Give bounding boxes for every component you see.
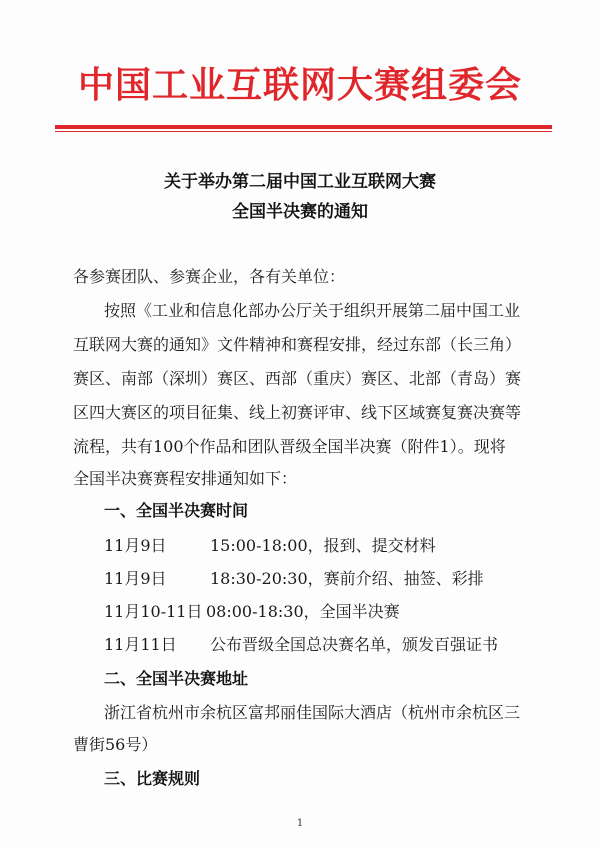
body-line: 区四大赛区的项目征集、线上初赛评审、线下区域赛复赛决赛等	[73, 403, 522, 422]
body-line: 按照《工业和信息化部办公厅关于组织开展第二届中国工业	[104, 301, 521, 320]
notice-title-line-1: 关于举办第二届中国工业互联网大赛	[164, 172, 436, 192]
body-line: 赛区、南部（深圳）赛区、西部（重庆）赛区、北部（青岛）赛	[73, 369, 522, 388]
schedule-date: 11月9日	[104, 569, 167, 588]
notice-title-line-2: 全国半决赛的通知	[232, 202, 368, 222]
body-line: 全国半决赛赛程安排通知如下：	[73, 469, 298, 488]
header-red-rule-thin	[55, 131, 552, 132]
organization-header: 中国工业互联网大赛组委会	[77, 65, 522, 106]
schedule-row	[104, 568, 484, 590]
schedule-row	[104, 601, 400, 623]
address-line: 曹街56号）	[73, 735, 158, 754]
body-line: 互联网大赛的通知》文件精神和赛程安排，经过东部（长三角）	[73, 335, 522, 354]
header-red-rule-thick	[55, 125, 552, 129]
schedule-detail: 15:00-18:00，报到、提交材料	[210, 536, 436, 555]
schedule-date: 11月11日	[104, 635, 177, 654]
page-number: 1	[296, 818, 304, 829]
section-2-heading: 二、全国半决赛地址	[104, 669, 249, 688]
salutation: 各参赛团队、参赛企业，各有关单位：	[73, 267, 346, 286]
body-line: 流程，共有100个作品和团队晋级全国半决赛（附件1）。现将	[73, 437, 506, 456]
schedule-detail: 公布晋级全国总决赛名单，颁发百强证书	[210, 635, 499, 654]
schedule-detail: 18:30-20:30，赛前介绍、抽签、彩排	[210, 569, 484, 588]
address-line: 浙江省杭州市余杭区富邦丽佳国际大酒店（杭州市余杭区三	[104, 703, 521, 722]
section-3-heading: 三、比赛规则	[104, 769, 201, 788]
section-1-heading: 一、全国半决赛时间	[104, 501, 249, 520]
schedule-row	[104, 634, 498, 656]
schedule-row	[104, 535, 436, 557]
schedule-detail: 08:00-18:30，全国半决赛	[206, 602, 400, 621]
schedule-date: 11月9日	[104, 536, 167, 555]
schedule-date: 11月10-11日	[104, 602, 203, 621]
